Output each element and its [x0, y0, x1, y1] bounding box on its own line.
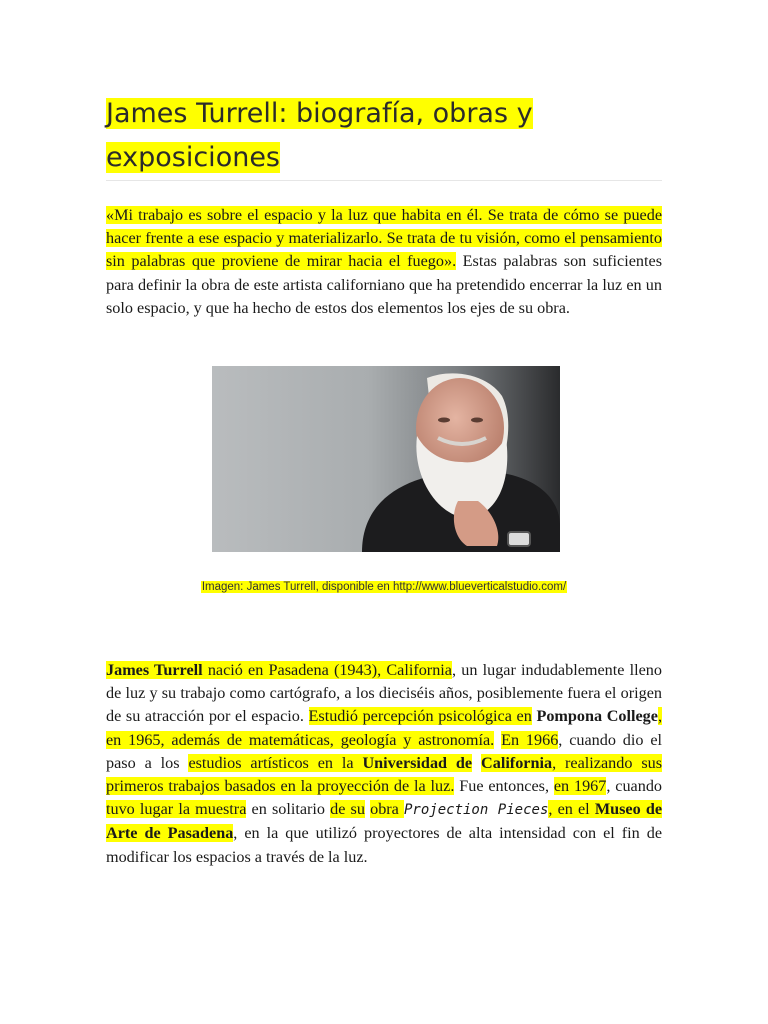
university-name: Universidad de	[362, 753, 473, 772]
artist-name: James Turrell	[106, 661, 203, 679]
work-label: obra	[370, 800, 404, 819]
text-segment: , cuando dio el paso a los	[106, 730, 663, 772]
text-segment	[472, 754, 481, 772]
intro-paragraph	[106, 204, 662, 320]
caption-text: Imagen: James Turrell, disponible en http://www.blueverticalstudio.com/	[201, 581, 567, 593]
title-highlight: James Turrell: biografía, obras y exposiciones	[106, 98, 533, 173]
divider	[106, 180, 662, 181]
intro-text: Estas palabras son suficientes para definir la obra de este artista californiano que ha pretendido encerrar la luz en un solo espacio, y que ha hecho de estos dos elementos los ejes de su obra.	[106, 252, 663, 317]
year-1966: En 1966	[501, 730, 559, 749]
text-segment: , cuando	[606, 777, 663, 796]
exhibition-info: tuvo lugar la muestra	[106, 800, 247, 819]
image-caption	[0, 581, 768, 593]
work-title: Projection Pieces	[404, 802, 549, 819]
text-segment: en la que utilizó proyectores de alta intensidad con el fin de modificar los espacios a través de la luz.	[106, 824, 662, 866]
college-name: Pompona College	[531, 707, 658, 726]
text-segment: ,	[451, 661, 457, 679]
text-segment: Fue entonces,	[454, 777, 554, 796]
museum-name: Museo de Arte de Pasadena	[106, 800, 663, 843]
first-works: , realizando sus primeros trabajos basados en la proyección de la luz.	[106, 753, 663, 796]
quote-text: «Mi trabajo es sobre el espacio y la luz que habita en él. Se trata de cómo se puede hacer frente a ese espacio y materializarlo. Se trata de tu visión, como el pensamiento sin palabras que proviene de mirar hacia el fuego».	[106, 206, 662, 271]
art-studies: estudios artísticos en la	[188, 753, 363, 772]
university-state: California	[481, 753, 553, 772]
studies-detail: , en 1965, además de matemáticas, geología y astronomía.	[106, 707, 663, 749]
year-1967: en 1967	[553, 777, 607, 796]
text-segment: un lugar indudablemente lleno de luz y su trabajo como cartógrafo, a los dieciséis años, posiblemente fuera el origen de su atracción por el espacio.	[106, 661, 662, 726]
artist-photo	[212, 366, 560, 552]
venue-prefix: , en el	[548, 800, 595, 819]
portrait-illustration	[212, 366, 560, 552]
birth-info: nació en Pasadena (1943), California	[202, 661, 452, 679]
page-title	[106, 92, 666, 180]
biography-paragraph	[106, 659, 662, 869]
text-segment: en solitario	[246, 800, 331, 819]
text-segment: ,	[233, 824, 238, 843]
studies-info: Estudió percepción psicológica en	[308, 707, 532, 726]
work-prefix: de su	[330, 800, 365, 819]
